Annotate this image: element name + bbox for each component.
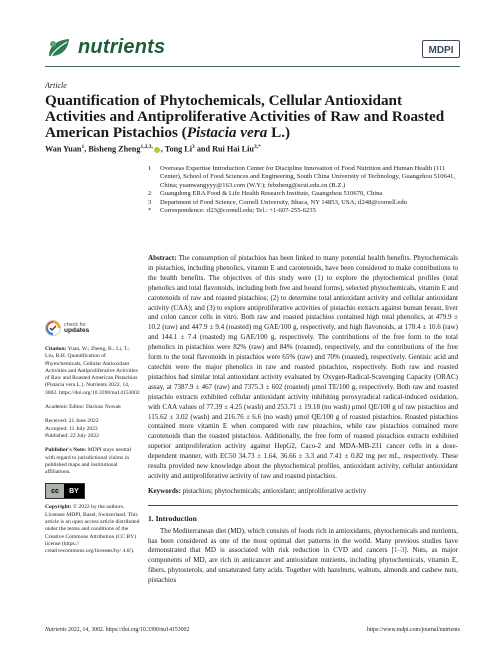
keywords-label: Keywords: <box>148 486 181 495</box>
affiliation-row <box>148 165 458 190</box>
orcid-icon[interactable] <box>154 147 160 153</box>
intro-text-1: The Mediterranean diet (MD), which consists of foods rich in antioxidants, phytochemicals and nutrients, has been considered as one of the most optimal diet patterns in the world. Many previous studies have demonstrated that MD is associated with risk reduction in CVD and cancers [ <box>148 526 458 555</box>
footer-doi[interactable]: 2022, 14, 3002. https://doi.org/10.3390/nu14153002 <box>66 627 190 633</box>
footer-journal-url[interactable]: https://www.mdpi.com/journal/nutrients <box>366 627 460 633</box>
by-icon: BY <box>64 484 84 498</box>
affiliation-text: Overseas Expertise Introduction Center for Discipline Innovation of Food Nutrition and Human Health (111 Center), School of Food Sciences and Engineering, South China University of Technology, Guangzhou 510641, China; yuanwangyyy@163.com (W.Y.); febzheng@scut.edu.cn (B.Z.) <box>160 165 456 189</box>
citation-block <box>45 346 140 397</box>
footer-journal: Nutrients <box>45 627 67 633</box>
publisher-note-block <box>45 447 140 476</box>
check-updates-icon <box>45 320 61 336</box>
dates-block <box>45 418 140 440</box>
citation-label: Citation: <box>45 346 67 352</box>
affiliation-number: 1 <box>148 165 152 172</box>
introduction-paragraph <box>148 527 458 586</box>
author-name[interactable]: Tong Li <box>164 144 193 154</box>
section-heading-introduction: 1. Introduction <box>148 513 197 523</box>
copyright-block <box>45 504 140 555</box>
article-title <box>45 93 445 141</box>
author-name[interactable]: Wan Yuan <box>45 144 82 154</box>
copyright-text: © 2022 by the authors. Licensee MDPI, Basel, Switzerland. This article is an open access article distributed under the terms and conditions of the Creative Commons Attribution (CC BY) license (https:// creativecommons.org/licenses/by/ 4.0/). <box>45 504 140 555</box>
check-line-1: check for <box>64 322 86 328</box>
author-list: Wan Yuan$^1$, Bisheng Zheng$^{1,2,3,}$ , Tong Li$^3$ and Rui Hai Liu$^{3,*}$ <box>45 144 261 154</box>
journal-name[interactable]: nutrients <box>78 36 166 58</box>
affiliation-text: Department of Food Science, Cornell University, Ithaca, NY 14853, USA; tl248@cornell.edu <box>160 198 407 206</box>
author-name[interactable]: Bisheng Zheng <box>88 144 141 154</box>
intro-text-2: ]. Nuts, as major components of MD, are rich in anticancer and antioxidant nutrients, including phytochemicals, vitamin E, fibers, phytosterols, and unsaturated fatty acids. Together with hazelnuts, walnuts, almonds and cashew nuts, pistachios <box>148 546 458 585</box>
author-affiliation: 3 <box>192 144 195 150</box>
citation-link[interactable]: 1–3 <box>393 546 405 555</box>
author-affiliation: 3,* <box>253 144 261 150</box>
abstract-label: Abstract: <box>148 254 177 262</box>
publisher-note-text: MDPI stays neutral with regard to jurisdictional claims in published maps and institutional affiliations. <box>45 447 132 476</box>
nutrients-logo-icon <box>45 36 73 60</box>
check-for-updates-button[interactable] <box>45 320 140 336</box>
academic-editor: Academic Editor: Dariusz Nowak <box>45 404 121 411</box>
affiliation-text: Guangdong ERA Food & Life Health Research Institute, Guangzhou 510670, China <box>160 190 383 198</box>
received-date: Received: 21 June 2022 <box>45 418 99 425</box>
abstract <box>148 254 458 482</box>
keywords <box>148 487 458 497</box>
affiliations <box>148 165 458 215</box>
keywords-text: pistachios; phytochemicals; antioxidant; antiproliferative activity <box>182 486 367 495</box>
affiliation-number: * <box>148 207 152 215</box>
publisher-note-label: Publisher's Note: <box>45 447 87 454</box>
correspondence-row <box>148 207 458 215</box>
editor-block <box>45 404 140 411</box>
accepted-date: Accepted: 11 July 2022 <box>45 425 98 432</box>
copyright-label: Copyright: <box>45 504 72 511</box>
published-date: Published: 22 July 2022 <box>45 432 99 439</box>
article-sidebar <box>45 320 140 563</box>
header-divider <box>45 66 460 67</box>
affiliation-row <box>148 199 458 207</box>
author-affiliation: 1 <box>81 144 85 150</box>
title-end: L.) <box>267 124 291 141</box>
abstract-text: The consumption of pistachios has been linked to many potential health benefits. Phytochemicals in pistachios, including phenolics, vitamin E and carotenoids, have been considered to make contributions to the health benefits. The objectives of this study were (1) to explore the phytochemical profiles (total phenolics and total flavonoids, including both free and bound forms), selected phytochemicals, vitamin E and carotenoids of raw and roasted pistachios; (2) to determine total antioxidant activity and cellular antioxidant activity (CAA); and (3) to explore antiproliferative activities of pistachio extracts against human breast, liver and colon cancer cells in vitro. Both raw and roasted pistachios contained high total phenolics, at 479.9 ± 10.2 (raw) and 447.9 ± 9.4 (roasted) mg GAE/100 g, respectively, and high flavonoids, at 178.4 ± 10.6 (raw) and 144.1 ± 7.4 (roasted) mg GAE/100 g, respectively. The contributions of the free form to the total phenolics in pistachios were 82% (raw) and 84% (roasted), respectively, and the contributions of the free form to the total flavonoids in pistachios were 65% (raw) and 70% (roasted), respectively. Gentisic acid and catechin were the major phenolics in raw and roasted pistachios, respectively. Both raw and roasted pistachios had similar total antioxidant activity evaluated by Oxygen-Radical-Scavenging Capacity (ORAC) assay, at 7387.9 ± 467 (raw) and 7375.3 ± 602 (roasted) μmol TE/100 g, respectively. Both raw and roasted pistachio extracts exhibited cellular antioxidant activity inhibiting peroxyradical radical-induced oxidation, with CAA values of 77.39 ± 4.25 (wash) and 253.71 ± 19.18 (no wash) μmol QE/100 g of raw pistachios and 115.62 ± 3.02 (wash) and 216.76 ± 6.6 (no wash) μmol QE/100 g of roasted pistachios. Roasted pistachios contained more vitamin E when compared with raw pistachios, while raw pistachios contained more carotenoids than the roasted pistachios. Additionally, the free form of roasted pistachios extracts exhibited superior antiproliferation activity against HepG2, Caco-2 and MDA-MB-231 cancer cells in a dose-dependent manner, with EC50 34.73 ± 1.64, 36.66 ± 3.3 and 7.41 ± 0.82 mg per mL, respectively. These results provided new knowledge about the phytochemical profiles, antioxidant activity, cellular antioxidant activity and antiproliferative activity of raw and roasted pistachios. <box>148 254 458 480</box>
title-species: Pistacia vera <box>186 124 268 141</box>
correspondence-text[interactable]: Correspondence: rl23@cornell.edu; Tel.: +1-607-255-6235 <box>160 207 316 215</box>
author-and: and <box>196 144 211 154</box>
publisher-name: MDPI <box>428 45 454 56</box>
check-updates-label <box>64 322 89 334</box>
title-main: Quantification of Phytochemicals, Cellular Antioxidant Activities and Antiproliferative Activities of Raw and Roasted American Pistachios ( <box>45 92 445 141</box>
cc-icon: cc <box>46 484 64 498</box>
affiliation-number: 3 <box>148 198 152 206</box>
affiliation-number: 2 <box>148 190 152 198</box>
author-affiliation: 1,2,3, <box>140 144 153 150</box>
section-divider <box>148 505 458 506</box>
author-name[interactable]: Rui Hai Liu <box>212 144 254 154</box>
article-type: Article <box>45 81 67 90</box>
page-footer <box>45 627 189 633</box>
citation-text[interactable]: Yuan, W.; Zheng, B.; Li, T.; Liu, R.H. Quantification of Phytochemicals, Cellular Antioxidant Activities and Antiproliferative Activities of Raw and Roasted American Pistachios (Pistacia vera L.). Nutrients 2022, 14, 3002. https://doi.org/10.3390/nu14153002 <box>45 346 140 396</box>
check-line-2: updates <box>64 327 90 334</box>
mdpi-logo-icon[interactable] <box>422 40 460 58</box>
main-content <box>148 254 458 586</box>
affiliation-row <box>148 190 458 198</box>
cc-by-license-badge[interactable] <box>45 483 85 499</box>
